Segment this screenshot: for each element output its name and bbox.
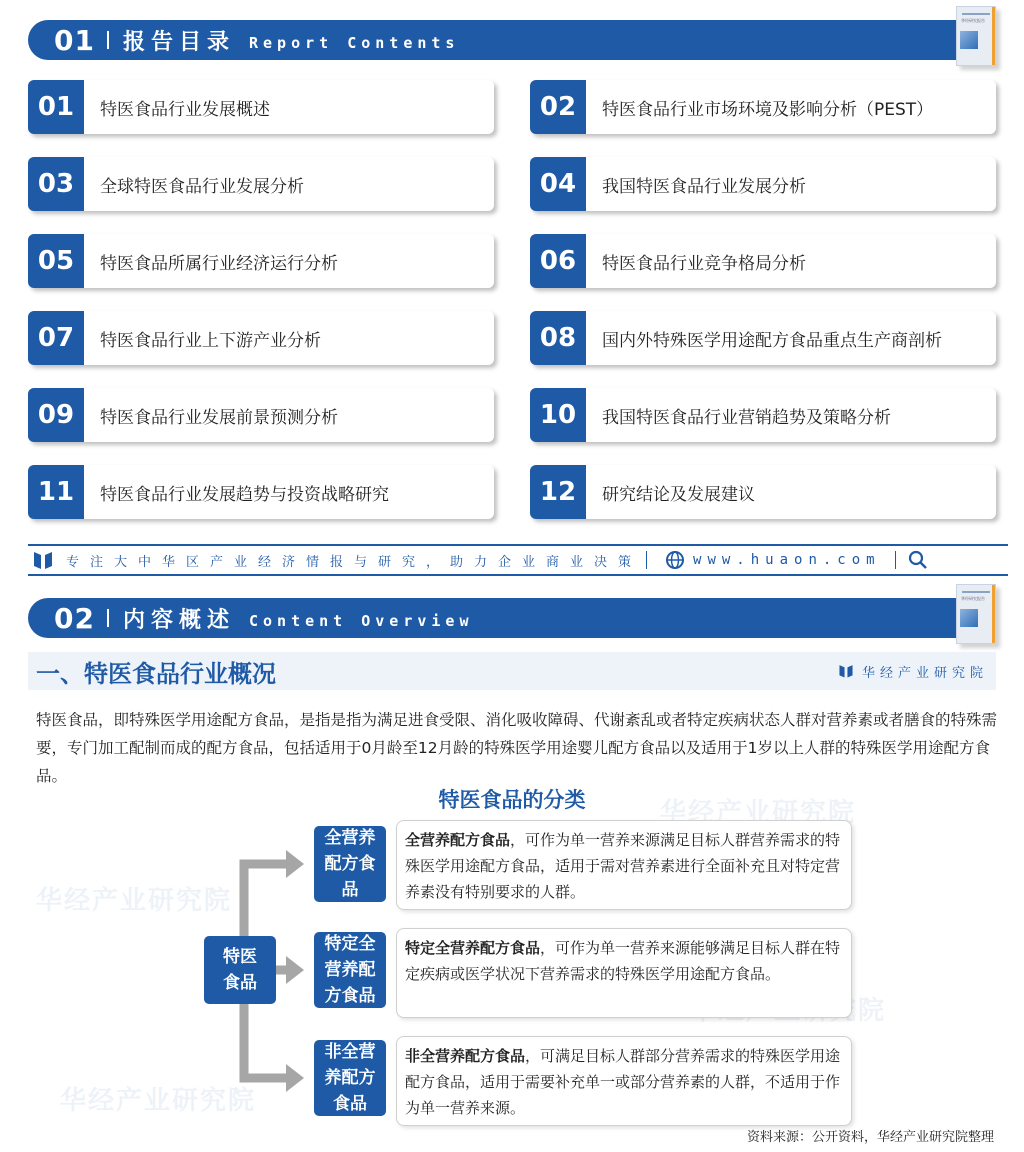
section2-number: 02 [54, 601, 95, 635]
report-cover-text: 华经研究报告 [961, 596, 985, 601]
toc-label: 特医食品行业发展趋势与投资战略研究 [100, 484, 389, 505]
toc-label: 国内外特殊医学用途配方食品重点生产商剖析 [602, 330, 942, 351]
toc-label: 特医食品行业发展概述 [100, 99, 270, 120]
section1-title-en: Report Contents [248, 34, 460, 52]
arrow-head-icon [286, 850, 304, 878]
toc-number: 12 [530, 465, 586, 519]
toc-label: 特医食品行业发展前景预测分析 [100, 407, 338, 428]
branch-term: 非全营养配方食品 [405, 1047, 526, 1065]
section2-title-en: Content Overview [248, 612, 474, 630]
toc-number: 07 [28, 311, 84, 365]
subheading-title: 一、特医食品行业概况 [36, 659, 276, 688]
toc-label: 我国特医食品行业发展分析 [602, 176, 806, 197]
branch-text: ，可作为单一营养来源能够满足目标人群在特定疾病或医学状况下营养需求的特殊医学用途配方食品。 [405, 939, 841, 983]
toc-label: 特医食品行业上下游产业分析 [100, 330, 321, 351]
branch-description [396, 928, 852, 1018]
toc-number: 04 [530, 157, 586, 211]
toc-label: 特医食品行业竞争格局分析 [602, 253, 806, 274]
section1-title: 报告目录 [122, 29, 235, 55]
slogan-text: 专注大中华区产业经济情报与研究，助力企业商业决策 [66, 554, 643, 570]
arrow-head-icon [286, 1064, 304, 1092]
toc-number: 10 [530, 388, 586, 442]
branch-label: 特定全 营养配 方食品 [324, 934, 376, 1006]
toc-label: 研究结论及发展建议 [602, 484, 755, 505]
toc-number: 08 [530, 311, 586, 365]
branch-term: 特定全营养配方食品 [405, 939, 541, 957]
toc-label: 特医食品所属行业经济运行分析 [100, 253, 338, 274]
branch-label: 全营养 配方食 品 [324, 828, 376, 900]
branch-label: 非全营 养配方 食品 [324, 1042, 376, 1114]
toc-label: 特医食品行业市场环境及影响分析（PEST） [602, 99, 934, 120]
section2-title: 内容概述 [122, 607, 235, 633]
website-link[interactable]: www.huaon.com [693, 552, 881, 568]
branch-text: ，可作为单一营养来源满足目标人群营养需求的特殊医学用途配方食品，适用于需对营养素进行全面补充且对特定营养素没有特别要求的人群。 [405, 831, 841, 901]
diagram-title: 特医食品的分类 [438, 788, 586, 812]
toc-number: 11 [28, 465, 84, 519]
branch-node [314, 1040, 386, 1116]
toc-number: 02 [530, 80, 586, 134]
branch-node [314, 932, 386, 1008]
branch-description [396, 1036, 852, 1126]
root-label: 特医 食品 [223, 947, 257, 993]
toc-label: 我国特医食品行业营销趋势及策略分析 [602, 407, 891, 428]
branch-description [396, 820, 852, 910]
toc-number: 09 [28, 388, 84, 442]
watermark: 华经产业研究院 [660, 798, 857, 828]
section1-number: 01 [54, 23, 95, 57]
watermark: 华经产业研究院 [36, 886, 233, 916]
toc-number: 05 [28, 234, 84, 288]
toc-number: 03 [28, 157, 84, 211]
source-note: 资料来源：公开资料，华经产业研究院整理 [746, 1130, 994, 1145]
report-cover-text: 华经研究报告 [961, 18, 985, 23]
overview-paragraph: 特医食品，即特殊医学用途配方食品，是指是指为满足进食受限、消化吸收障碍、代谢紊乱或者特定疾病状态人群对营养素或者膳食的特殊需要，专门加工配制而成的配方食品，包括适用于0月龄至12月龄的特殊医学用途婴儿配方食品以及适用于1岁以上人群的特殊医学用途配方食品。 [36, 711, 998, 785]
branch-term: 全营养配方食品 [405, 831, 511, 849]
toc-number: 01 [28, 80, 84, 134]
watermark: 华经产业研究院 [60, 1086, 257, 1116]
org-name-text: 华经产业研究院 [861, 665, 988, 681]
branch-text: ，可满足目标人群部分营养需求的特殊医学用途配方食品，适用于需要补充单一或部分营养素的人群，不适用于作为单一营养来源。 [405, 1047, 841, 1117]
branch-node [314, 826, 386, 902]
arrow-head-icon [286, 956, 304, 984]
toc-label: 全球特医食品行业发展分析 [100, 176, 304, 197]
diagram-root-node [204, 936, 276, 1004]
toc-number: 06 [530, 234, 586, 288]
